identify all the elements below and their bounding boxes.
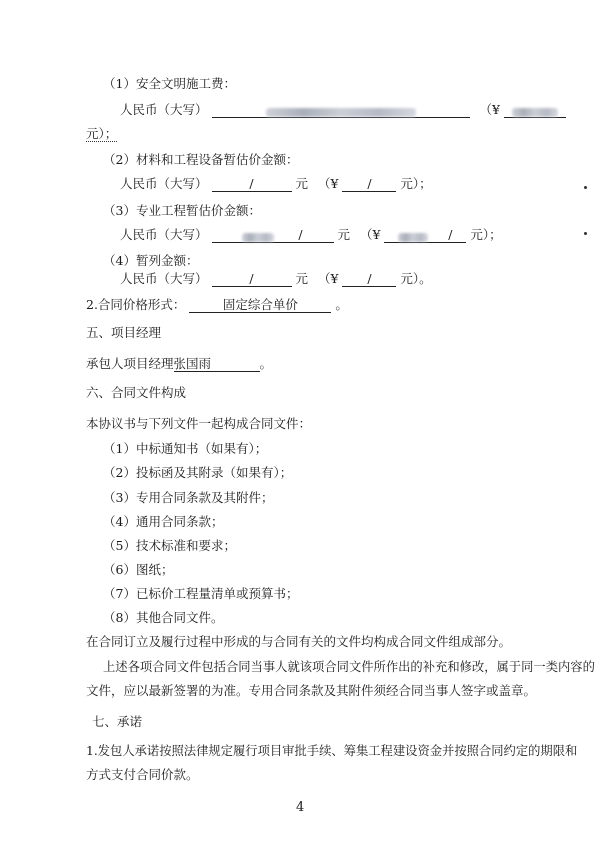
- section-7-paragraph-1a: 1.发包人承诺按照法律规定履行项目审批手续、筹集工程建设资金并按照合同约定的期限和: [86, 744, 578, 758]
- yen-open: （¥: [359, 227, 381, 242]
- yuan-close: 元）；: [470, 227, 502, 242]
- redacted-amount: [242, 233, 274, 242]
- rmb-label: 人民币（大写）: [120, 227, 208, 242]
- yuan-label: 元: [295, 176, 308, 191]
- doc-item: （7）已标价工程量清单或预算书；: [103, 586, 299, 601]
- doc-item: （8）其他合同文件。: [103, 610, 224, 625]
- yuan-close: 元）。: [400, 271, 432, 286]
- amount-words-field: /: [212, 227, 334, 243]
- item-2-amount-row: [120, 176, 432, 192]
- amount-words-field: [212, 102, 470, 118]
- doc-item: （3）专用合同条款及其附件；: [103, 490, 274, 505]
- rmb-label: 人民币（大写）: [120, 271, 208, 286]
- section-6-heading: 六、合同文件构成: [86, 385, 187, 400]
- amount-words-field: /: [212, 176, 292, 192]
- project-manager-name: 张国雨: [174, 356, 260, 372]
- project-manager-label: 承包人项目经理: [86, 356, 174, 371]
- item-2-label: （2）材料和工程设备暂估价金额：: [103, 152, 299, 167]
- yen-open: （¥: [317, 271, 339, 286]
- section-6-intro: 本协议书与下列文件一起构成合同文件：: [86, 416, 312, 431]
- scan-speck: [584, 232, 587, 235]
- yuan-label: 元: [295, 271, 308, 286]
- amount-words-field: /: [212, 271, 292, 287]
- price-form-value: 固定综合单价: [189, 297, 331, 313]
- amount-figure-field: /: [342, 271, 396, 287]
- doc-item: （1）中标通知书（如果有）；: [103, 441, 268, 456]
- item-1-amount-row: [120, 102, 566, 118]
- price-form-row: 2.合同价格形式： 固定综合单价 。: [86, 297, 348, 312]
- yen-open: （¥: [317, 176, 339, 191]
- section-7-heading: 七、承诺: [92, 714, 143, 729]
- yuan-close: 元）；: [400, 176, 432, 191]
- yuan-close: 元）；: [86, 126, 118, 141]
- item-3-amount-row: [120, 227, 502, 243]
- section-6-paragraph-2a: 上述各项合同文件包括合同当事人就该项合同文件所作出的补充和修改，属于同一类内容的: [103, 660, 595, 674]
- price-form-label: 2.合同价格形式：: [86, 297, 186, 312]
- yen-open: （¥: [479, 102, 500, 117]
- amount-figure-field: /: [384, 227, 466, 243]
- redacted-figure: [512, 108, 558, 117]
- item-1-label: （1）安全文明施工费：: [103, 76, 236, 91]
- redacted-figure: [398, 233, 428, 242]
- item-4-amount-row: [120, 271, 432, 287]
- section-7-paragraph-1b: 方式支付合同价款。: [86, 767, 199, 782]
- section-5-heading: 五、项目经理: [86, 325, 162, 340]
- doc-item: （6）图纸；: [103, 562, 174, 577]
- redacted-amount: [266, 108, 416, 117]
- page-number: 4: [296, 800, 305, 815]
- yuan-label: 元: [337, 227, 350, 242]
- doc-item: （5）技术标准和要求；: [103, 538, 236, 553]
- rmb-label: 人民币（大写）: [120, 102, 208, 117]
- doc-item: （2）投标函及其附录（如果有）；: [103, 465, 293, 480]
- item-3-label: （3）专业工程暂估价金额：: [103, 203, 261, 218]
- project-manager-row: 承包人项目经理张国雨 。: [86, 356, 273, 371]
- amount-figure-field: /: [342, 176, 396, 192]
- item-1-close: [86, 126, 117, 142]
- section-6-paragraph-2b: 文件，应以最新签署的为准。专用合同条款及其附件须经合同当事人签字或盖章。: [86, 683, 537, 698]
- doc-item: （4）通用合同条款；: [103, 514, 224, 529]
- amount-figure-field: [504, 102, 566, 118]
- item-4-label: （4）暂列金额：: [103, 253, 199, 268]
- rmb-label: 人民币（大写）: [120, 176, 208, 191]
- scan-speck: [584, 186, 587, 189]
- section-6-paragraph-1: 在合同订立及履行过程中形成的与合同有关的文件均构成合同文件组成部分。: [86, 634, 512, 649]
